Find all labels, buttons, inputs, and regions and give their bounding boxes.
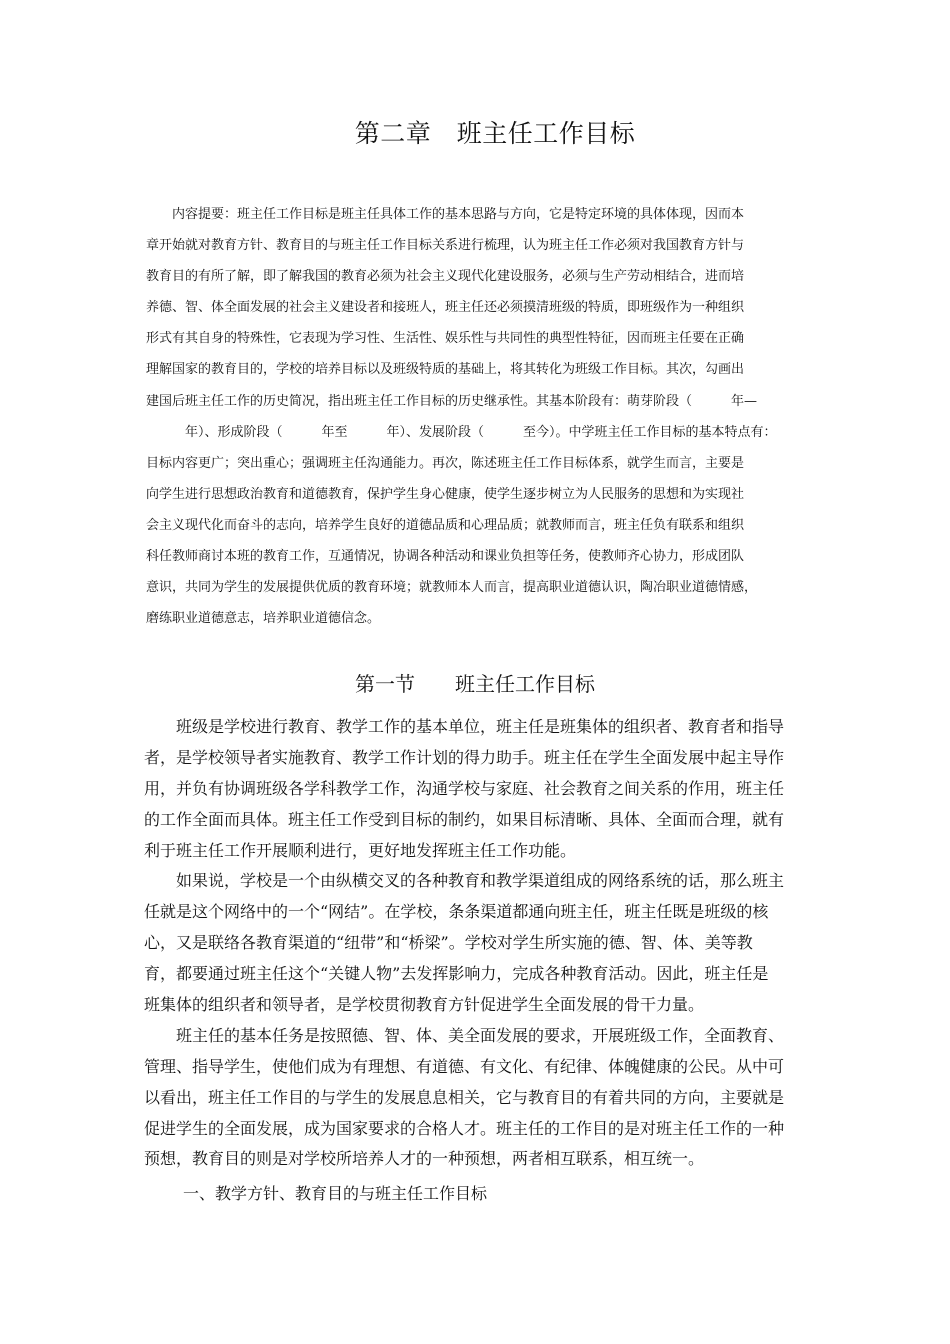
body-line: 如果说，学校是一个由纵横交叉的各种教育和教学渠道组成的网络系统的话，那么班主 <box>144 871 785 891</box>
section-body <box>144 714 814 1177</box>
body-line: 预想，教育目的则是对学校所培养人才的一种预想，两者相互联系，相互统一。 <box>144 1149 705 1169</box>
summary-line: 教育目的有所了解，即了解我国的教育必须为社会主义现代化建设服务，必须与生产劳动相结合，进而培 <box>146 269 745 285</box>
summary-line: 章开始就对教育方针、教育目的与班主任工作目标关系进行梳理，认为班主任工作必须对我国教育方针与 <box>146 238 745 254</box>
body-line: 任就是这个网络中的一个“网结”。在学校，条条渠道都通向班主任，班主任既是班级的核 <box>144 902 769 922</box>
subsection-heading: 一、教学方针、教育目的与班主任工作目标 <box>183 1184 488 1203</box>
summary-line: 向学生进行思想政治教育和道德教育，保护学生身心健康，使学生逐步树立为人民服务的思想和为实现社 <box>146 486 745 502</box>
body-line: 班级是学校进行教育、教学工作的基本单位，班主任是班集体的组织者、教育者和指导 <box>144 717 785 736</box>
body-line: 班集体的组织者和领导者，是学校贯彻教育方针促进学生全面发展的骨干力量。 <box>144 995 705 1015</box>
body-line: 用，并负有协调班级各学科教学工作，沟通学校与家庭、社会教育之间关系的作用，班主任 <box>144 778 785 798</box>
body-line: 的工作全面而具体。班主任工作受到目标的制约，如果目标清晰、具体、全面而合理，就有 <box>144 809 785 829</box>
summary-line: 目标内容更广；突出重心；强调班主任沟通能力。再次，陈述班主任工作目标体系，就学生而言，主要是 <box>146 455 745 471</box>
body-line: 管理、指导学生，使他们成为有理想、有道德、有文化、有纪律、体魄健康的公民。从中可 <box>144 1056 785 1076</box>
summary-line: 形式有其自身的特殊性，它表现为学习性、生活性、娱乐性与共同性的典型性特征，因而班主任要在正确 <box>146 331 745 347</box>
body-line: 班主任的基本任务是按照德、智、体、美全面发展的要求，开展班级工作，全面教育、 <box>144 1025 785 1045</box>
body-line: 促进学生的全面发展，成为国家要求的合格人才。班主任的工作目的是对班主任工作的一种 <box>144 1118 785 1138</box>
summary-line: 建国后班主任工作的历史简况，指出班主任工作目标的历史继承性。其基本阶段有：萌芽阶段（ 年— <box>146 393 758 409</box>
summary-line: 理解国家的教育目的，学校的培养目标以及班级特质的基础上，将其转化为班级工作目标。其次，勾画出 <box>146 362 745 378</box>
summary-line: 磨练职业道德意志，培养职业道德信念。 <box>146 611 381 627</box>
body-line: 以看出，班主任工作目的与学生的发展息息相关，它与教育目的有着共同的方向，主要就是 <box>144 1087 785 1107</box>
body-line: 育，都要通过班主任这个“关键人物”去发挥影响力，完成各种教育活动。因此，班主任是 <box>144 964 769 984</box>
summary-line: 科任教师商讨本班的教育工作，互通情况，协调各种活动和课业负担等任务，使教师齐心协力，形成团队 <box>146 549 745 565</box>
summary-line: 意识，共同为学生的发展提供优质的教育环境；就教师本人而言，提高职业道德认识，陶冶职业道德情感， <box>146 580 758 596</box>
chapter-title: 第二章 班主任工作目标 <box>354 119 636 148</box>
chapter-summary <box>146 203 814 638</box>
summary-line: 年）、形成阶段（ 年至 年）、发展阶段（ 至今）。中学班主任工作目标的基本特点有： <box>146 424 777 440</box>
body-line: 者，是学校领导者实施教育、教学工作计划的得力助手。班主任在学生全面发展中起主导作 <box>144 747 785 767</box>
summary-line: 内容提要：班主任工作目标是班主任具体工作的基本思路与方向，它是特定环境的具体体现，因而本 <box>146 207 745 222</box>
summary-line: 会主义现代化而奋斗的志向，培养学生良好的道德品质和心理品质；就教师而言，班主任负有联系和组织 <box>146 517 745 533</box>
summary-line: 养德、智、体全面发展的社会主义建设者和接班人，班主任还必须摸清班级的特质，即班级作为一种组织 <box>146 300 745 316</box>
section-title: 第一节 班主任工作目标 <box>355 672 595 696</box>
body-line: 心，又是联络各教育渠道的“纽带”和“桥梁”。学校对学生所实施的德、智、体、美等教 <box>144 933 753 953</box>
body-line: 利于班主任工作开展顺利进行，更好地发挥班主任工作功能。 <box>144 840 577 860</box>
